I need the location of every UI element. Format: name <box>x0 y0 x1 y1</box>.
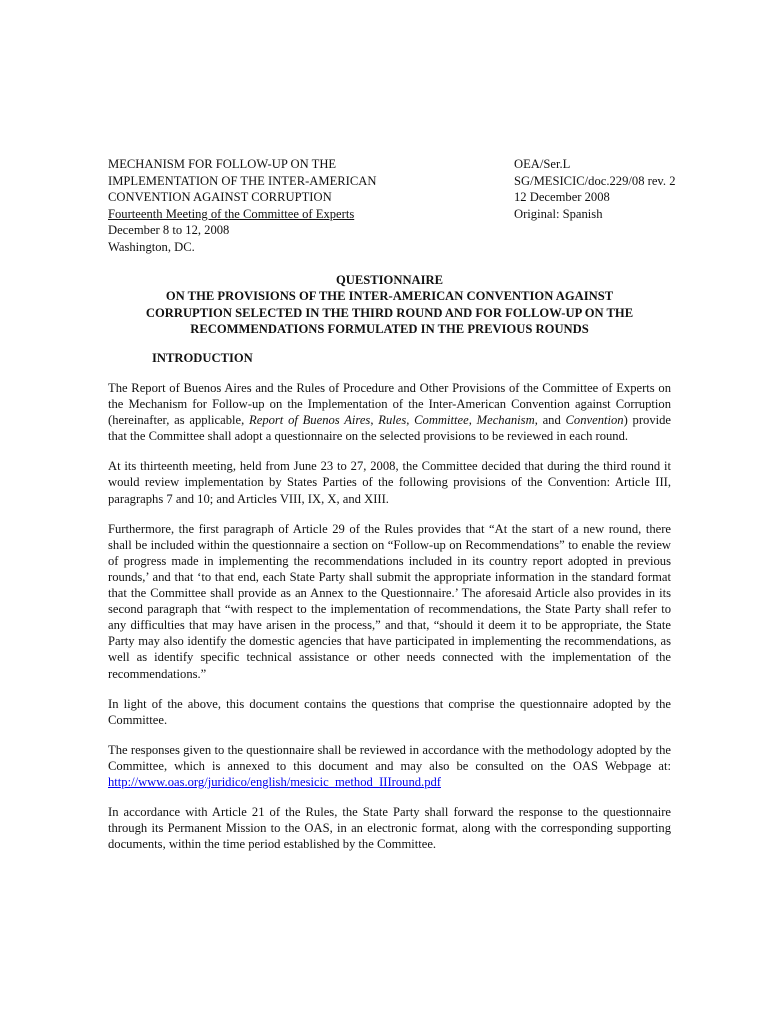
p1-term-report: Report of Buenos Aires <box>249 413 371 428</box>
header-left-block <box>108 156 468 256</box>
paragraph-3: Furthermore, the first paragraph of Article 29 of the Rules provides that “At the start of a new round, there shall be included within the questionnaire a section on “Follow-up on Recommendations” to enable the review of progress made in implementing the recommendations included in its country report adopted in previous rounds,’ and that ‘to that end, each State Party shall submit the appropriate information in the standard format that the Committee shall provide as an Annex to the Questionnaire.’ The aforesaid Article also provides in its second paragraph that “with respect to the implementation of recommendations, the State Party shall refer to any difficulties that may have arisen in the process,” and that, “should it deem it to be appropriate, the State Party may also identify the domestic agencies that have participated in implementing the recommendations, as well as identify specific technical assistance or other needs connected with the implementation of the recommendations.” <box>108 521 671 681</box>
p1-term-rules: Rules <box>378 413 407 428</box>
paragraph-1 <box>108 380 671 444</box>
p1-text-a: The Report of Buenos Aires and the Rules of Procedure and Other Provisions of the Committee of Experts on the Mechanism for Follow-up on the Implementation of the Inter-American Convention against Corruption (hereinafter, as applicable, <box>108 381 671 428</box>
p1-sep-2: , <box>406 413 415 428</box>
methodology-link[interactable]: http://www.oas.org/juridico/english/mesicic_method_IIIround.pdf <box>108 774 441 789</box>
introduction-heading: INTRODUCTION <box>152 351 253 365</box>
mechanism-title-line-3: CONVENTION AGAINST CORRUPTION <box>108 190 332 205</box>
p1-sep-1: , <box>370 413 379 428</box>
p1-text-b: ) provide that the Committee shall adopt a questionnaire on the selected provisions to be reviewed in each round. <box>108 413 672 444</box>
document-number: SG/MESICIC/doc.229/08 rev. 2 <box>514 173 676 188</box>
document-body <box>108 380 671 866</box>
title-line-3: CORRUPTION SELECTED IN THE THIRD ROUND AND FOR FOLLOW-UP ON THE <box>145 305 634 320</box>
series-code: OEA/Ser.L <box>514 157 571 171</box>
meeting-dates: December 8 to 12, 2008 <box>108 223 230 238</box>
meeting-location: Washington, DC. <box>108 239 195 254</box>
document-date: 12 December 2008 <box>514 190 610 205</box>
paragraph-4: In light of the above, this document contains the questions that comprise the questionnaire adopted by the Committee. <box>108 696 671 727</box>
title-line-1: QUESTIONNAIRE <box>335 273 444 287</box>
p1-sep-4: , and <box>534 413 566 428</box>
mechanism-title-line-1: MECHANISM FOR FOLLOW-UP ON THE <box>108 157 337 171</box>
document-title <box>108 272 671 338</box>
p1-term-mechanism: Mechanism <box>476 413 535 428</box>
paragraph-6: In accordance with Article 21 of the Rules, the State Party shall forward the response to the questionnaire through its Permanent Mission to the OAS, in an electronic format, along with the corresponding supporting documents, within the time period established by the Committee. <box>108 805 671 852</box>
title-line-2: ON THE PROVISIONS OF THE INTER-AMERICAN CONVENTION AGAINST <box>165 289 614 304</box>
p1-term-convention: Convention <box>565 413 624 428</box>
p1-sep-3: , <box>468 413 477 428</box>
original-language: Original: Spanish <box>514 206 603 221</box>
header-right-block <box>514 156 714 222</box>
paragraph-2: At its thirteenth meeting, held from June 23 to 27, 2008, the Committee decided that during the third round it would review implementation by States Parties of the following provisions of the Convention: Article III, paragraphs 7 and 10; and Articles VIII, IX, X, and XIII. <box>108 459 671 506</box>
paragraph-5 <box>108 742 671 790</box>
meeting-name: Fourteenth Meeting of the Committee of Experts <box>108 206 355 221</box>
p5-text: The responses given to the questionnaire shall be reviewed in accordance with the methodology adopted by the Committee, which is annexed to this document and may also be consulted on the OAS Webpage at: <box>108 742 671 773</box>
p1-term-committee: Committee <box>414 413 469 428</box>
title-line-4: RECOMMENDATIONS FORMULATED IN THE PREVIOUS ROUNDS <box>190 322 589 337</box>
mechanism-title-line-2: IMPLEMENTATION OF THE INTER-AMERICAN <box>108 173 377 188</box>
